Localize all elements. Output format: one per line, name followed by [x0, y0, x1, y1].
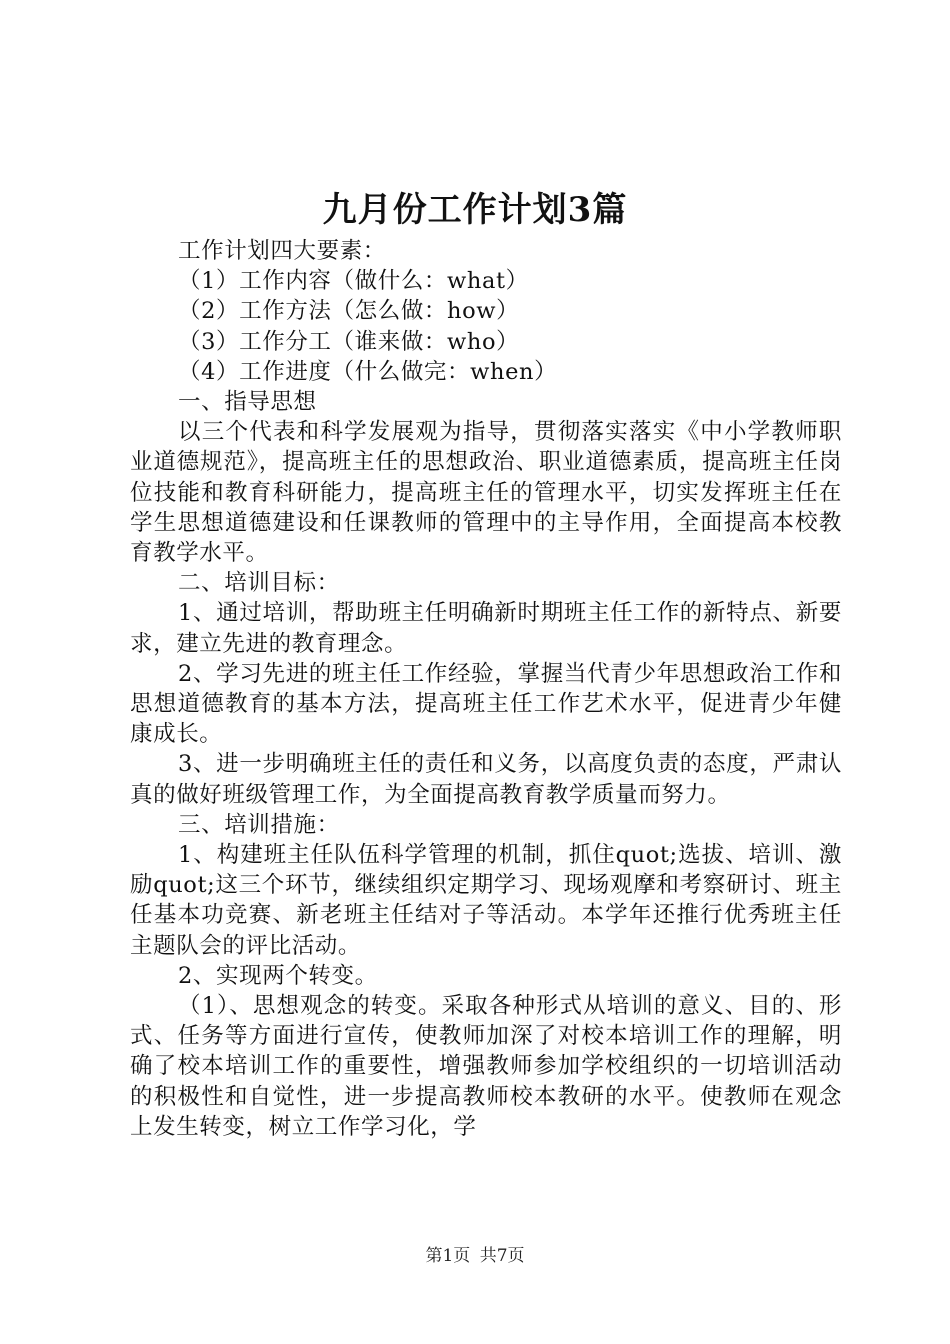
paragraph-item-3: （3）工作分工（谁来做：who）: [178, 328, 520, 355]
paragraph-goal-1: 1、通过培训，帮助班主任明确新时期班主任工作的新特点、新要求，建立先进的教育理念。: [130, 600, 842, 657]
paragraph-goal-3: 3、进一步明确班主任的责任和义务，以高度负责的态度，严肃认真的做好班级管理工作，为全面提高教育教学质量而努力。: [130, 751, 842, 808]
paragraph-item-2: （2）工作方法（怎么做：how）: [178, 298, 520, 325]
page-total: 共7页: [479, 1246, 525, 1266]
paragraph-measure-1: 1、构建班主任队伍科学管理的机制，抓住quot;选拔、培训、激励quot;这三个环节，继续组织定期学习、现场观摩和考察研讨、班主任基本功竞赛、新老班主任结对子等活动。本学年还推行优秀班主任主题队会的评比活动。: [130, 842, 842, 959]
paragraph-item-1: （1）工作内容（做什么：what）: [178, 268, 529, 295]
paragraph-measure-2-1: （1）、思想观念的转变。采取各种形式从培训的意义、目的、形式、任务等方面进行宣传，使教师加深了对校本培训工作的理解，明确了校本培训工作的重要性，增强教师参加学校组织的一切培训活动的积极性和自觉性，进一步提高教师校本教研的水平。使教师在观念上发生转变，树立工作学习化，学: [130, 993, 842, 1140]
document-body: [130, 236, 842, 1142]
paragraph-guiding-thought: 以三个代表和科学发展观为指导，贯彻落实落实《中小学教师职业道德规范》，提高班主任的思想政治、职业道德素质，提高班主任岗位技能和教育科研能力，提高班主任的管理水平，切实发挥班主任在学生思想道德建设和任课教师的管理中的主导作用，全面提高本校教育教学水平。: [130, 419, 842, 567]
page-footer: [0, 1244, 950, 1268]
section-heading-2: 二、培训目标：: [178, 570, 340, 597]
paragraph-goal-2: 2、学习先进的班主任工作经验，掌握当代青少年思想政治工作和思想道德教育的基本方法，提高班主任工作艺术水平，促进青少年健康成长。: [130, 660, 842, 748]
page-number: 第1页: [425, 1246, 471, 1266]
paragraph-measure-2: 2、实现两个转变。: [178, 962, 378, 989]
section-heading-3: 三、培训措施：: [178, 811, 340, 838]
section-heading-1: 一、指导思想: [178, 389, 317, 416]
paragraph-intro: 工作计划四大要素：: [178, 238, 386, 264]
paragraph-item-4: （4）工作进度（什么做完：when）: [178, 358, 558, 385]
document-title: 九月份工作计划3篇: [322, 190, 628, 230]
